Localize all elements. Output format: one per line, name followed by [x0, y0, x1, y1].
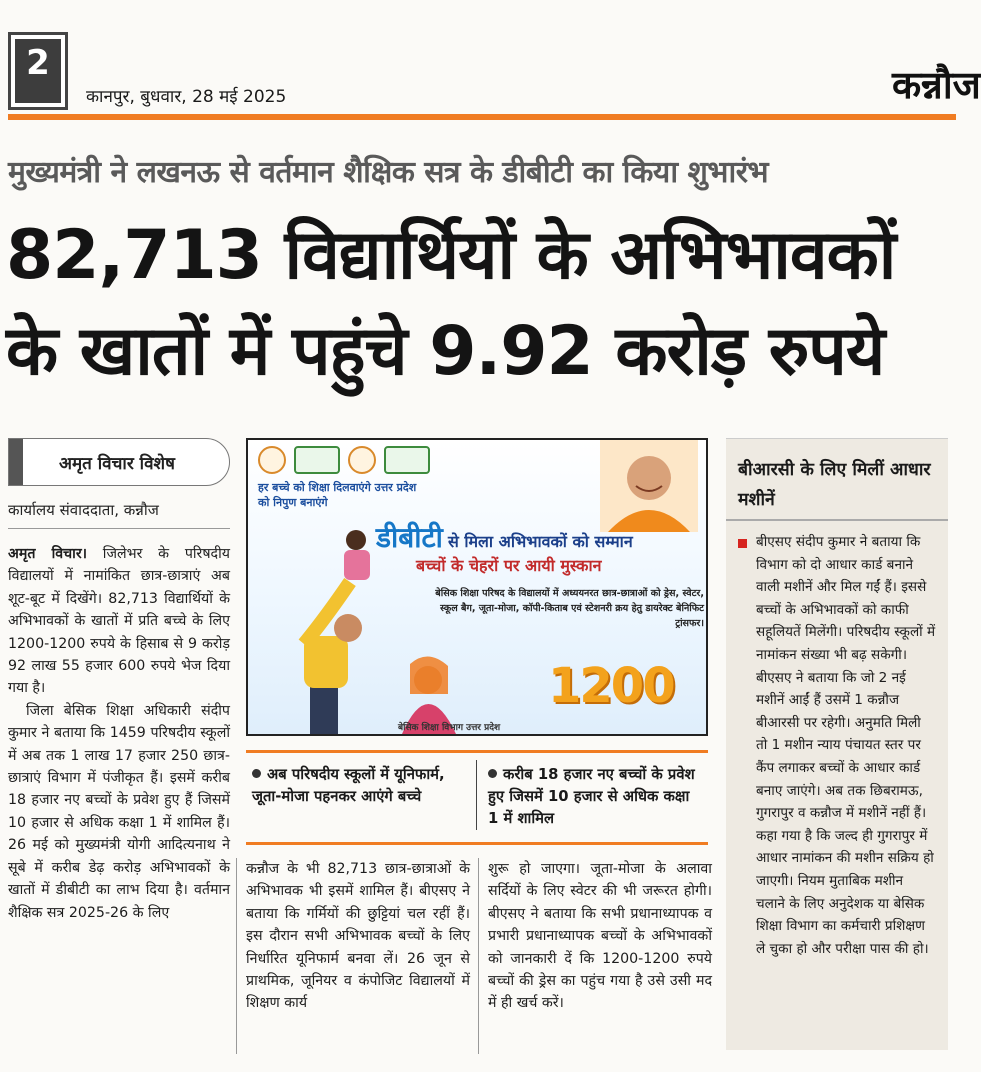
- byline: कार्यालय संवाददाता, कन्नौज: [8, 500, 230, 529]
- article-body: [8, 543, 230, 924]
- ad-subtitle: बच्चों के चेहरों पर आयी मुस्कान: [416, 556, 602, 575]
- paragraph-1-text: जिलेभर के परिषदीय विद्यालयों में नामांकित छात्र-छात्राएं अब शूट-बूट में दिखेंगे। 82,713 विद्यार्थियों के अभिभावकों के खातों में प्रति बच्चे के लिए 1200-1200 रुपये के हिसाब से 9 करोड़ 92 लाख 55 हजार 600 रुपये भेज दिया गया है।: [8, 546, 230, 697]
- paragraph-1: [8, 543, 230, 700]
- dateline: कानपुर, बुधवार, 28 मई 2025: [86, 87, 287, 107]
- paragraph-2: जिला बेसिक शिक्षा अधिकारी संदीप कुमार ने बताया कि 1459 परिषदीय स्कूलों में अब तक 1 लाख 17 हजार 250 छात्र-छात्राएं विभाग में पंजीकृत हैं। इसमें करीब 18 हजार नए बच्चों के प्रवेश हुए हैं जिसमें 10 हजार से अधिक कक्षा 1 में शामिल हैं। 26 मई को मुख्यमंत्री योगी आदित्यनाथ ने सूबे में करीब डेढ़ करोड़ अभिभावकों के खातों में डीबीटी का लाभ दिया है। वर्तमान शैक्षिक सत्र 2025-26 के लिए: [8, 702, 230, 921]
- column-rule: [478, 858, 479, 1054]
- family-illustration-icon: [252, 524, 462, 734]
- highlight-top-rule: [246, 750, 708, 753]
- highlight-separator: [476, 760, 477, 830]
- highlight-box-1: [252, 764, 466, 808]
- article-column-1: [8, 438, 230, 924]
- ad-department: बेसिक शिक्षा विभाग उत्तर प्रदेश: [398, 723, 501, 733]
- bullet-icon: [252, 769, 261, 778]
- article-column-3: शुरू हो जाएगा। जूता-मोजा के अलावा सर्दियों के लिए स्वेटर की भी जरूरत होगी। बीएसए ने बताया कि सभी प्रधानाध्यापक व प्रभारी प्रधानाध्यापक बच्चों के अभिभावकों को जानकारी दें कि 1200-1200 रुपये बच्चों की ड्रेस का पहुंच गया है उसे उसी मद में ही खर्च करें।: [488, 861, 712, 1012]
- highlight-bottom-rule: [246, 842, 708, 845]
- dbt-advertisement: [246, 438, 708, 736]
- highlight-2-text: करीब 18 हजार नए बच्चों के प्रवेश हुए जिसमें 10 हजार से अधिक कक्षा 1 में शामिल: [488, 766, 695, 827]
- up-govt-emblem-icon: [258, 446, 286, 474]
- ad-slogan: हर बच्चे को शिक्षा दिलवाएंगे उत्तर प्रदेश को निपुण बनाएंगे: [258, 481, 417, 509]
- section-tag-label: अमृत विचार विशेष: [59, 453, 175, 474]
- sidebar-title: बीआरसी के लिए मिलीं आधार मशीनें: [726, 439, 948, 521]
- ad-logos: [258, 446, 430, 474]
- page-number: 2: [15, 39, 61, 103]
- sidebar-text: बीएसए संदीप कुमार ने बताया कि विभाग को दो आधार कार्ड बनाने वाली मशीनें और मिल गईं हैं। इससे बच्चों के अभिभावकों को काफी सहूलियतें मिलेंगी। परिषदीय स्कूलों में नामांकन संख्या भी बढ़ सकेगी। बीएसए ने बताया कि जो 2 नई मशीनें आईं हैं उसमें 1 कन्नौज बीआरसी पर रहेगी। अनुमति मिली तो 1 मशीन न्याय पंचायत स्तर पर कैंप लगाकर बच्चों के आधार कार्ड बनाए जाएंगे। अब तक छिबरामऊ, गुगरापुर व कन्नौज में मशीनें नहीं हैं। कहा गया है कि जल्द ही गुगरापुर में आधार नामांकन की मशीन सक्रिय हो जाएगी। नियम मुताबिक मशीन चलाने के लिए अनुदेशक या बेसिक शिक्षा विभाग का कर्मचारी प्रशिक्षण ले चुका हो और परीक्षा पास की हो।: [756, 534, 936, 957]
- section-tag-bar: [9, 439, 23, 485]
- main-headline-line-2: के खातों में पहुंचे 9.92 करोड़ रुपये: [6, 312, 885, 391]
- square-bullet-icon: [738, 539, 747, 548]
- section-tag: [8, 438, 230, 486]
- ad-title-dbt: डीबीटी: [376, 521, 443, 554]
- sidebar-box: [726, 438, 948, 1050]
- amrit-mahotsav-logo-icon: [294, 446, 340, 474]
- nipun-logo-icon: [348, 446, 376, 474]
- highlight-1-text: अब परिषदीय स्कूलों में यूनिफार्म, जूता-मोजा पहनकर आएंगे बच्चे: [252, 766, 445, 805]
- main-headline-line-1: 82,713 विद्यार्थियों के अभिभावकों: [6, 216, 896, 295]
- kicker-headline: मुख्यमंत्री ने लखनऊ से वर्तमान शैक्षिक सत्र के डीबीटी का किया शुभारंभ: [8, 155, 769, 190]
- ad-amount: 1200: [548, 658, 674, 714]
- bullet-icon: [488, 769, 497, 778]
- mission-logo-icon: [384, 446, 430, 474]
- highlight-box-2: [488, 764, 702, 830]
- masthead-divider: [8, 114, 956, 120]
- sidebar-body: [726, 521, 948, 960]
- ad-title-rest: से मिला अभिभावकों को सम्मान: [447, 532, 633, 551]
- article-column-2: कन्नौज के भी 82,713 छात्र-छात्राओं के अभिभावक भी इसमें शामिल हैं। बीएसए ने बताया कि गर्मियों की छुट्टियां चल रहीं हैं। इस दौरान सभी अभिभावक बच्चों के लिए निर्धारित यूनिफार्म बनवा लें। 26 जून से प्राथमिक, जूनियर व कंपोजिट विद्यालयों में शिक्षण कार्य: [246, 861, 470, 1012]
- page-number-box: [8, 32, 68, 110]
- ad-description: बेसिक शिक्षा परिषद के विद्यालयों में अध्ययनरत छात्र-छात्राओं को ड्रेस, स्वेटर, स्कूल बैग, जूता-मोजा, कॉपी-किताब एवं स्टेशनरी क्रय हेतु डायरेक्ट बेनिफिट ट्रांसफर।: [435, 588, 704, 629]
- dateline-lead: अमृत विचार।: [8, 546, 88, 562]
- edition-label: कन्नौज: [892, 63, 981, 107]
- column-rule: [236, 858, 237, 1054]
